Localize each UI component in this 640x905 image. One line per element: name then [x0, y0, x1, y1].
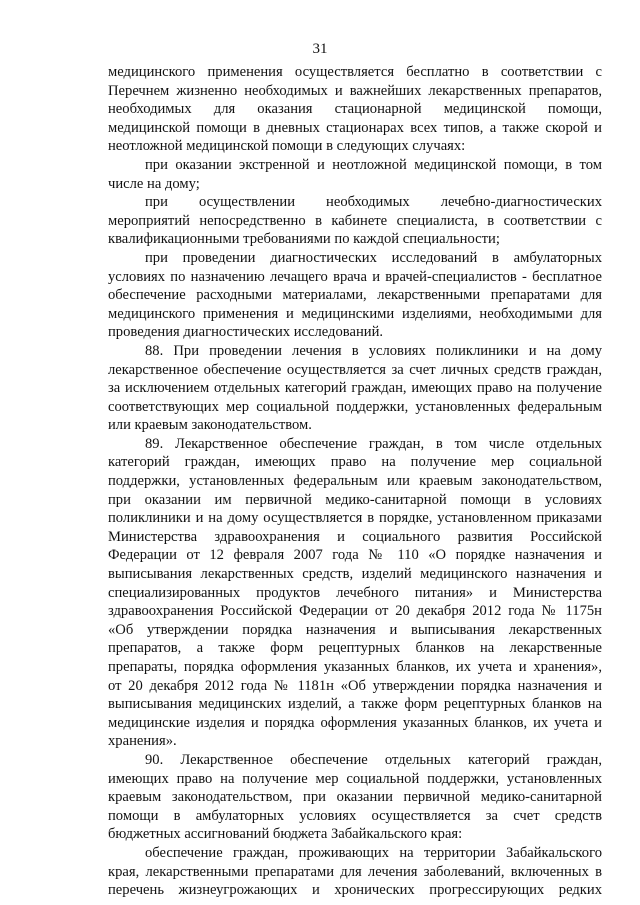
text-line: при проведении диагностических исследований в амбулаторных [145, 249, 602, 266]
text-line: выписывания медицинских изделий, а также форм рецептурных бланков на [108, 696, 602, 713]
text-line: проведения диагностических исследований. [108, 324, 384, 341]
text-line: медицинские изделия и порядка оформления указанных бланков, их учета и [108, 714, 602, 731]
text-line: помощи в амбулаторных условиях осуществляется за счет средств [108, 807, 602, 824]
text-line: медицинского применения и медицинскими изделиями, необходимыми для [108, 305, 602, 322]
text-line: обеспечение граждан, проживающих на территории Забайкальского [145, 844, 602, 861]
text-line: препаратов, а также форм рецептурных бланков на лекарственные [108, 640, 602, 657]
document-body-text [108, 63, 602, 900]
text-line: соответствующих мер социальной поддержки, установленных федеральным [108, 398, 602, 415]
text-line: края, лекарственными препаратами для лечения заболеваний, включенных в [108, 863, 602, 880]
text-line: перечень жизнеугрожающих и хронических прогрессирующих редких [108, 882, 602, 899]
text-line: неотложной медицинской помощи в следующих случаях: [108, 138, 466, 155]
text-line: мероприятий непосредственно в кабинете специалиста, в соответствии с [108, 212, 602, 229]
text-line: обеспечение расходными материалами, лекарственными препаратами для [108, 287, 602, 304]
text-line: бюджетных ассигнований бюджета Забайкальского края: [108, 826, 463, 843]
text-line: здравоохранения Российской Федерации от 20 декабря 2012 года № 1175н [108, 603, 602, 620]
text-line: Федерации от 12 февраля 2007 года № 110 «О порядке назначения и [108, 547, 602, 564]
text-line: 90. Лекарственное обеспечение отдельных категорий граждан, [145, 751, 602, 768]
text-line: медицинской помощи в дневных стационарах всех типов, а также скорой и [108, 119, 602, 136]
text-line: числе на дому; [108, 175, 200, 192]
text-line: краевым законодательством, при оказании первичной медико-санитарной [108, 789, 602, 806]
text-line: «Об утверждении порядка назначения и выписывания лекарственных [108, 621, 602, 638]
text-line: препараты, порядка оформления указанных бланков, их учета и хранения», [108, 659, 602, 675]
text-line: за исключением отдельных категорий граждан, имеющих право на получение [108, 380, 602, 397]
text-line: выписывания лекарственных средств, изделий медицинского назначения и [108, 566, 602, 583]
text-line: Перечнем жизненно необходимых и важнейших лекарственных препаратов, [108, 82, 602, 99]
text-line: при оказании экстренной и неотложной медицинской помощи, в том [145, 156, 602, 173]
text-line: хранения». [108, 733, 177, 750]
text-line: условиях по назначению лечащего врача и врачей-специалистов - бесплатное [108, 268, 602, 285]
text-line: поддержки, установленных федеральным или краевым законодательством, [108, 473, 602, 490]
text-line: поликлиники и на дому осуществляется в порядке, установленном приказами [108, 510, 602, 527]
text-line: имеющих право на получение мер социальной поддержки, установленных [108, 770, 602, 787]
text-line: специализированных продуктов лечебного питания» и Министерства [108, 584, 602, 601]
text-line: медицинского применения осуществляется бесплатно в соответствии с [108, 64, 602, 80]
text-line: 89. Лекарственное обеспечение граждан, в том числе отдельных [145, 435, 602, 452]
text-line: или краевым законодательством. [108, 417, 312, 434]
text-line: квалификационными требованиями по каждой специальности; [108, 231, 500, 248]
text-line: 88. При проведении лечения в условиях поликлиники и на дому [145, 342, 602, 359]
text-line: Министерства здравоохранения и социального развития Российской [108, 528, 602, 545]
text-line: при осуществлении необходимых лечебно-диагностических [145, 194, 602, 211]
text-line: лекарственное обеспечение осуществляется за счет личных средств граждан, [108, 361, 602, 378]
text-line: от 20 декабря 2012 года № 1181н «Об утверждении порядка назначения и [108, 677, 602, 694]
page-number: 31 [312, 41, 328, 57]
text-line: необходимых для оказания стационарной медицинской помощи, [108, 101, 602, 118]
text-line: категорий граждан, имеющих право на получение мер социальной [108, 454, 602, 471]
text-line: при оказании им первичной медико-санитарной помощи в условиях [108, 491, 602, 508]
